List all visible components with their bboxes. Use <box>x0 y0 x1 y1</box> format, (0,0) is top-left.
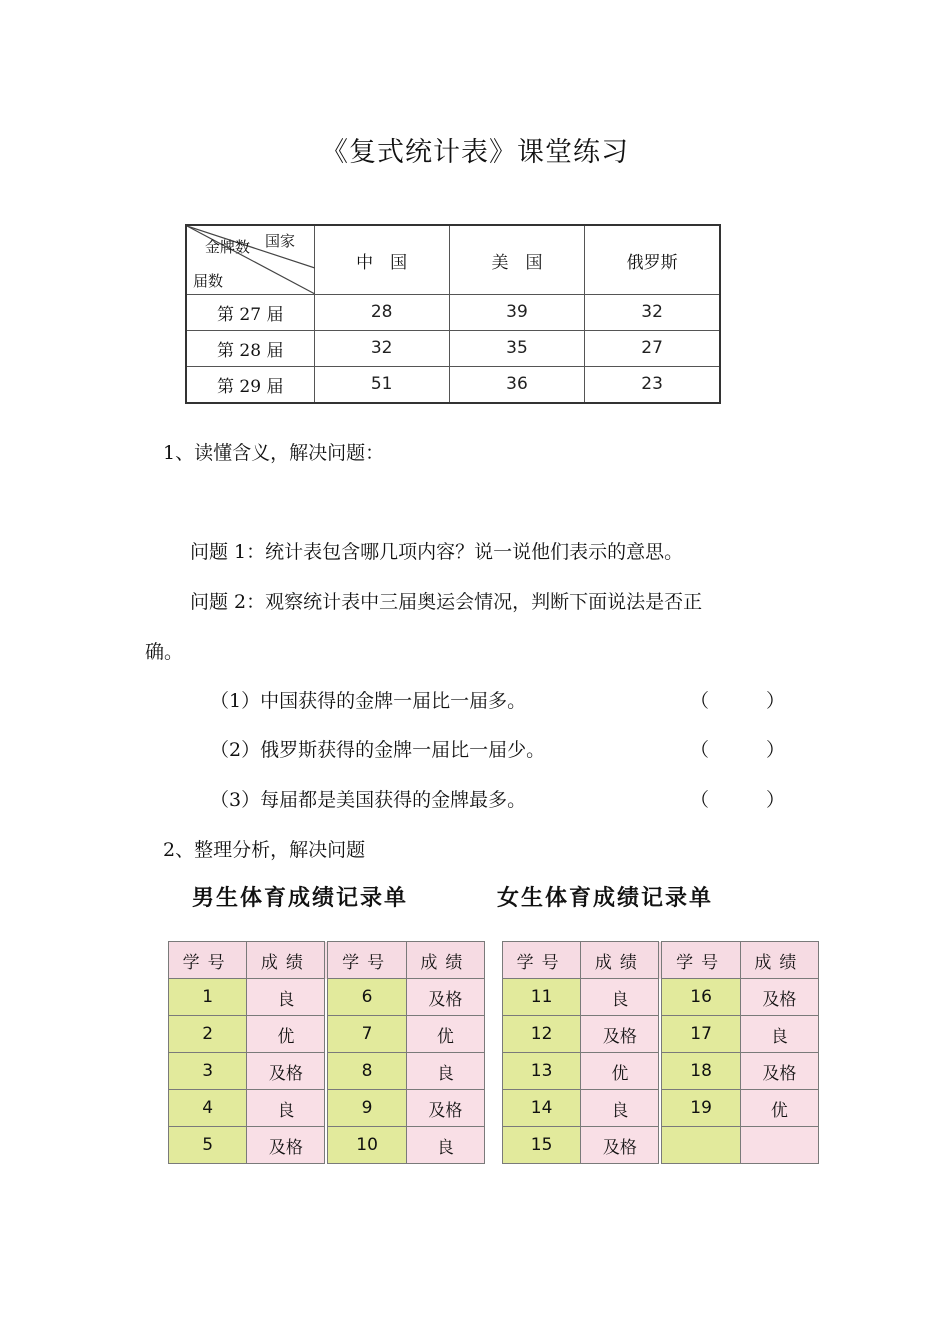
student-id: 13 <box>503 1053 581 1090</box>
boys-score-table <box>168 941 485 1164</box>
table-row <box>503 1127 819 1164</box>
grade: 良 <box>247 979 325 1016</box>
student-id: 6 <box>328 979 406 1016</box>
table-row <box>169 1090 485 1127</box>
table-row <box>169 979 485 1016</box>
grade: 及格 <box>247 1127 325 1164</box>
grade: 良 <box>581 1090 659 1127</box>
page-title: 《复式统计表》课堂练习 <box>321 137 629 168</box>
diag-label-session: 届数 <box>193 272 224 290</box>
grade: 优 <box>740 1090 818 1127</box>
student-id: 15 <box>503 1127 581 1164</box>
student-id: 16 <box>662 979 740 1016</box>
question-1: 问题 1：统计表包含哪几项内容？说一说他们表示的意思。 <box>190 541 684 563</box>
table-row <box>503 1016 819 1053</box>
section2-heading: 2、整理分析，解决问题 <box>163 839 366 861</box>
student-id: 10 <box>328 1127 406 1164</box>
statement-2: （2）俄罗斯获得的金牌一届比一届少。 <box>210 739 546 761</box>
student-id: 1 <box>169 979 247 1016</box>
col-header: 美 国 <box>449 225 584 295</box>
table-row <box>186 330 720 366</box>
grade: 及格 <box>581 1016 659 1053</box>
student-id: 9 <box>328 1090 406 1127</box>
grade: 优 <box>581 1053 659 1090</box>
grade: 及格 <box>406 1090 484 1127</box>
table-cell: 28 <box>314 295 449 331</box>
student-id: 19 <box>662 1090 740 1127</box>
grade: 良 <box>406 1053 484 1090</box>
grade: 良 <box>247 1090 325 1127</box>
statement-1: （1）中国获得的金牌一届比一届多。 <box>210 690 527 712</box>
table-cell: 32 <box>314 330 449 366</box>
grade: 及格 <box>740 979 818 1016</box>
header-grade: 成绩 <box>406 942 484 979</box>
student-id <box>662 1127 740 1164</box>
table-row <box>169 1127 485 1164</box>
student-id: 18 <box>662 1053 740 1090</box>
row-label: 第 28 届 <box>186 330 314 366</box>
table-row <box>186 366 720 403</box>
student-id: 17 <box>662 1016 740 1053</box>
answer-blank-1[interactable]: （ ） <box>690 690 786 712</box>
girls-table-title: 女生体育成绩记录单 <box>497 886 714 911</box>
grade: 良 <box>581 979 659 1016</box>
table-row <box>169 1016 485 1053</box>
question-2-cont: 确。 <box>145 641 184 663</box>
grade: 及格 <box>740 1053 818 1090</box>
grade: 良 <box>406 1127 484 1164</box>
col-header: 中 国 <box>314 225 449 295</box>
table-cell: 51 <box>314 366 449 403</box>
table-cell: 35 <box>449 330 584 366</box>
grade: 优 <box>247 1016 325 1053</box>
student-id: 3 <box>169 1053 247 1090</box>
table-cell: 27 <box>585 330 720 366</box>
section1-heading: 1、读懂含义，解决问题： <box>163 442 385 464</box>
grade: 及格 <box>247 1053 325 1090</box>
header-id: 学号 <box>503 942 581 979</box>
grade: 优 <box>406 1016 484 1053</box>
question-2: 问题 2：观察统计表中三届奥运会情况，判断下面说法是否正 <box>190 591 703 613</box>
grade: 及格 <box>581 1127 659 1164</box>
student-id: 12 <box>503 1016 581 1053</box>
student-id: 7 <box>328 1016 406 1053</box>
table-row <box>169 1053 485 1090</box>
table-cell: 23 <box>585 366 720 403</box>
student-id: 5 <box>169 1127 247 1164</box>
diagonal-header-cell <box>186 225 314 295</box>
table-row <box>503 1053 819 1090</box>
table-cell: 36 <box>449 366 584 403</box>
student-id: 2 <box>169 1016 247 1053</box>
table-row <box>503 1090 819 1127</box>
header-grade: 成绩 <box>740 942 818 979</box>
medal-table <box>185 224 721 404</box>
girls-score-table <box>502 941 819 1164</box>
header-id: 学号 <box>169 942 247 979</box>
header-grade: 成绩 <box>581 942 659 979</box>
grade <box>740 1127 818 1164</box>
row-label: 第 27 届 <box>186 295 314 331</box>
table-cell: 39 <box>449 295 584 331</box>
statement-3: （3）每届都是美国获得的金牌最多。 <box>210 789 527 811</box>
student-id: 8 <box>328 1053 406 1090</box>
header-id: 学号 <box>328 942 406 979</box>
table-row <box>503 979 819 1016</box>
student-id: 4 <box>169 1090 247 1127</box>
header-id: 学号 <box>662 942 740 979</box>
diag-label-country: 国家 <box>265 232 296 250</box>
header-grade: 成绩 <box>247 942 325 979</box>
student-id: 11 <box>503 979 581 1016</box>
answer-blank-2[interactable]: （ ） <box>690 739 786 761</box>
grade: 及格 <box>406 979 484 1016</box>
table-row <box>186 295 720 331</box>
diag-label-gold: 金牌数 <box>205 238 251 256</box>
col-header: 俄罗斯 <box>585 225 720 295</box>
grade: 良 <box>740 1016 818 1053</box>
student-id: 14 <box>503 1090 581 1127</box>
boys-table-title: 男生体育成绩记录单 <box>192 886 409 911</box>
row-label: 第 29 届 <box>186 366 314 403</box>
table-cell: 32 <box>585 295 720 331</box>
answer-blank-3[interactable]: （ ） <box>690 789 786 811</box>
